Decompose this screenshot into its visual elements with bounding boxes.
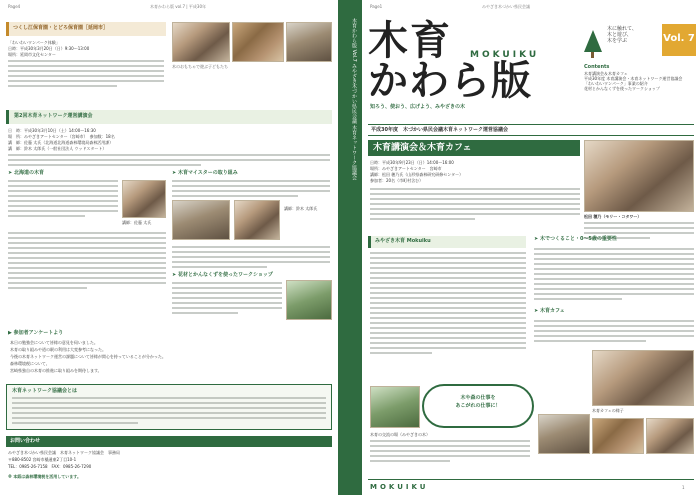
callout-bubble [422, 384, 534, 428]
event1-photo-1 [172, 22, 230, 62]
col-left-body-1 [8, 180, 118, 220]
col-right-heading [172, 170, 238, 176]
network-info-body [12, 397, 326, 427]
contact-tel: TEL：0985-26-7158 FAX：0985-26-7290 [8, 464, 92, 469]
session-intro [8, 154, 330, 169]
masthead-latin: MOKUIKU [470, 50, 540, 60]
sub-right-heading [534, 236, 696, 242]
col-right-photo-3 [286, 280, 332, 320]
event1-title: つくし江保育園・とどろ保育園［延岡市］ [13, 25, 109, 31]
event1-body [8, 60, 164, 90]
event1-title-band [6, 22, 166, 36]
session-speaker-1: 講 師：佐藤 太氏（北海道北海道森林環境局森林活用課） [8, 140, 114, 145]
bullet-icon: ➤ [172, 170, 178, 176]
survey-item-4: 森林環境税について、 [10, 361, 50, 366]
bullet-icon: ➤ [534, 236, 540, 242]
session-title-band [6, 110, 332, 124]
network-info-box [6, 384, 332, 430]
right-page [362, 0, 700, 495]
event1-photo-2 [232, 22, 284, 62]
feature-intro [370, 188, 580, 223]
cafe-photo-1 [592, 350, 694, 406]
miyazaki-body [370, 252, 526, 357]
session-venue: 場 所：みやざきアートセンター（宮崎市） 参加数：18名 [8, 134, 115, 139]
survey-item-1: 本日の勉強会について皆様の意見を伺いました。 [10, 340, 98, 345]
footer-rule [368, 479, 694, 480]
masthead-title-1: 木育 [368, 17, 452, 64]
event1-place: 場所：延岡市文化センター [8, 52, 56, 57]
left-folio: Page4 [8, 4, 21, 9]
sub-right-body [534, 248, 694, 303]
feature-speaker: 講師：松田 穂乃氏（山形県森林研究研修センター） [370, 172, 464, 177]
spine [338, 0, 362, 495]
feature-date: 日時：平成30年9月23日（日）14:00〜16:00 [370, 160, 454, 165]
col-left-photo-caption: 講師：佐藤 太氏 [122, 220, 152, 225]
forest-photo [370, 386, 420, 428]
contents-item-2: 平成30年度 木育講演会・木育ネットワーク運営協議会 [584, 76, 683, 81]
event1-photo-caption: 木のおもちゃで遊ぶ子どもたち [172, 64, 228, 69]
cafe-body [534, 320, 694, 345]
woodwork-photo-3 [646, 418, 694, 454]
masthead-tagline: 知ろう、使おう、広げよう、みやざきの木 [370, 104, 466, 110]
bullet-icon: ➤ [8, 170, 14, 176]
cafe-heading [534, 308, 565, 314]
slogan-line-2: 木と遊び、 [607, 32, 632, 38]
contents-item-4: 花材とかんなくずを使ったワークショップ [584, 86, 660, 91]
col-right-photo-2 [234, 200, 280, 240]
survey-item-5: 宮崎県独自の木育の推進に取り組みを期待します。 [10, 368, 102, 373]
col-right-photo-caption: 講師：鈴木 太郎氏 [284, 206, 318, 211]
contents-item-3: 「わいわいワンパーク」事業の紹介 [584, 81, 648, 86]
bullet-icon: ➤ [534, 308, 540, 314]
col-right-heading-text: 木育マイスターの取り組み [177, 170, 238, 176]
survey-item-2: 木育の取り組みや道の駅の利用は大変参考になった。 [10, 347, 106, 352]
col-right-photo-1 [172, 200, 230, 240]
col-left-heading [8, 170, 44, 176]
survey-heading [8, 330, 63, 336]
miyazaki-heading: みやざき木育 Mokuiku [375, 238, 431, 244]
col-right-sub-text: 花材とかんなくずを使ったワークショップ [177, 272, 273, 278]
cafe-heading-text: 木育カフェ [539, 308, 565, 314]
col-right-body-1 [172, 180, 330, 200]
woodwork-photo-2 [592, 418, 644, 454]
feature-count: 参加者：20名（市町村含む） [370, 178, 424, 183]
contents-title: Contents [584, 64, 610, 70]
col-right-sub-heading [172, 272, 273, 278]
callout-line-2: あこがれの仕事に！ [455, 403, 501, 409]
slogan-line-1: 木に触れて、 [607, 26, 637, 32]
footer-latin: MOKUIKU [370, 483, 429, 491]
contents-item-1: 木育講演会＆木育カフェ [584, 71, 628, 76]
masthead-title-2: かわら版 [368, 57, 532, 104]
spine-text: 木育かわら版 Vol.7 みやざき木づかい県民会議 木育ネットワーク協議会 [351, 18, 357, 181]
col-left-body-2 [8, 232, 166, 292]
bottom-left-body [370, 440, 530, 465]
cafe-photo-caption: 木育カフェの様子 [592, 408, 624, 413]
left-page [0, 0, 338, 495]
right-running-head: みやざき木づかい県民会議 [482, 4, 530, 9]
slogan-line-3: 木を学ぶ [607, 38, 628, 44]
tree-logo-icon [584, 30, 602, 52]
col-right-body-2 [172, 246, 330, 271]
vol-badge: Vol. 7 [662, 24, 696, 56]
sub-right-heading-text: 木でつくること・0〜5歳の重要性 [539, 236, 617, 242]
contact-title: お問い合わせ [6, 436, 332, 447]
speaker-name: 松田 穂乃（モリー・コタワー） [584, 214, 642, 219]
col-left-heading-text: 北海道の木育 [13, 170, 44, 176]
col-left-photo [122, 180, 166, 218]
callout-line-1: 木や森の仕事を [460, 395, 496, 401]
bullet-icon: ▶ [8, 330, 14, 336]
contact-note: ※ 本紙は森林環境税を活用しています。 [8, 474, 81, 479]
meeting-banner: 平成30年度 木づかい県民会議木育ネットワーク運営協議会 [368, 124, 694, 136]
slogan [607, 26, 659, 44]
network-info-title: 木育ネットワーク協議会とは [12, 388, 78, 394]
miyazaki-heading-band [368, 236, 526, 248]
speaker-photo [584, 140, 694, 212]
feature-place: 場所：みやざきアートセンター 宮崎市 [370, 166, 442, 171]
feature-title: 木育講演会＆木育カフェ [368, 140, 580, 156]
right-folio: Page1 [370, 4, 383, 9]
event1-subtitle: 「わいわいワンパーク体験」 [8, 40, 60, 45]
footer-page: 1 [682, 485, 685, 490]
session-title: 第2回木育ネットワーク運営講演会 [14, 113, 93, 119]
survey-heading-text: 参加者アンケートより [13, 330, 64, 336]
event1-photo-3 [286, 22, 332, 62]
bullet-icon: ➤ [172, 272, 178, 278]
contact-address: 〒880-8502 宮崎市橘通東2丁目10-1 [8, 457, 77, 462]
woodwork-photo-1 [538, 414, 590, 454]
contact-org: みやざき木づかい県民会議 木育ネットワーク協議会 事務局 [8, 450, 120, 455]
survey-item-3: 今後の木育ネットワーク運営の課題について皆様が関心を持っていることが分かった。 [10, 354, 166, 359]
left-running-head: 木育かわら版 vol.7 | 平成30年 [150, 4, 206, 9]
session-date: 日 時：平成30年3月10日（土）14:00〜16:30 [8, 128, 96, 133]
tree-trunk-icon [591, 52, 594, 58]
bottom-left-caption: 木育の交流の場（みやざきの木） [370, 432, 430, 437]
col-right-body-3 [172, 282, 282, 317]
event1-info: 日時：平成30年3月20日（日）9:30〜13:00 [8, 46, 90, 51]
contents-box [584, 64, 696, 104]
session-speaker-2: 講 師：鈴木 太郎氏（一般社団法人 ウッドスタート） [8, 146, 107, 151]
